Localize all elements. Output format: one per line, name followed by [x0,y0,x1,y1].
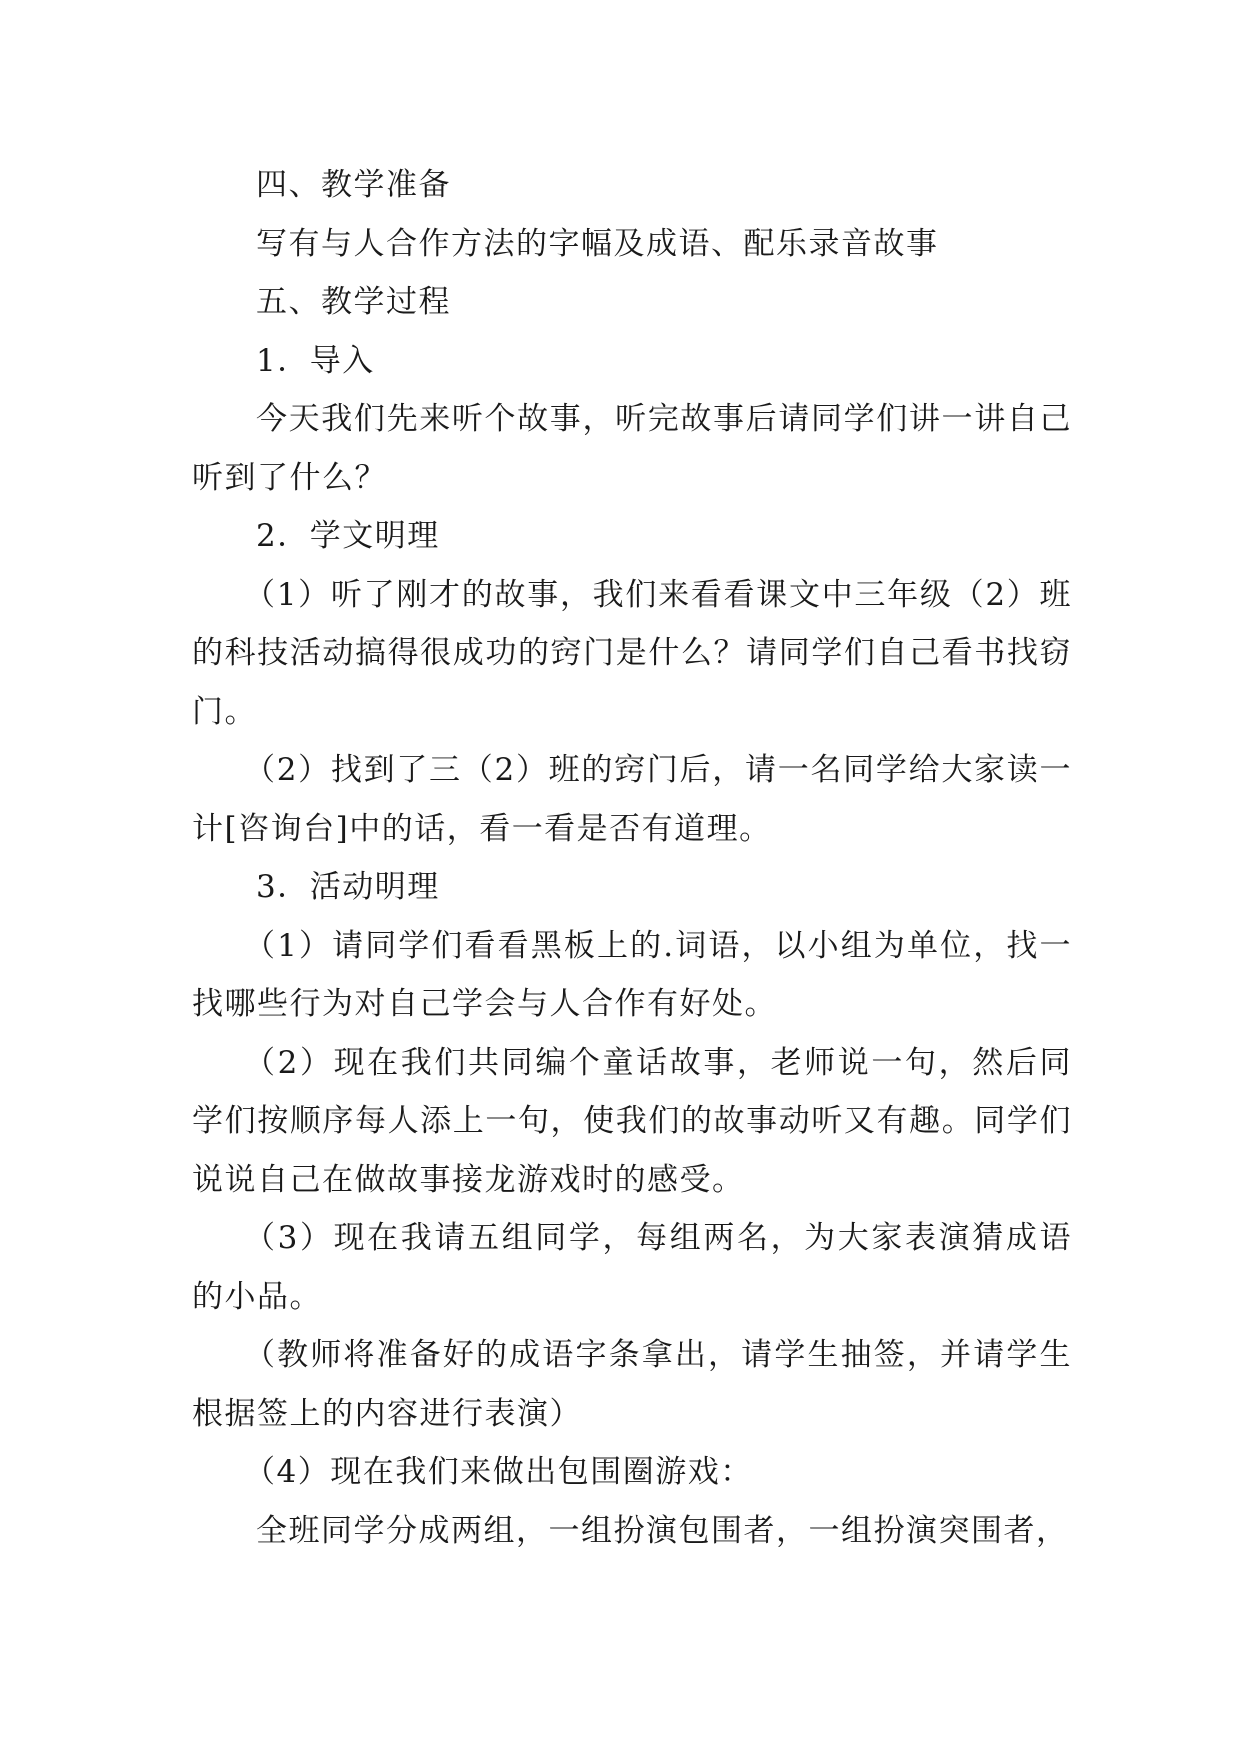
paragraph: 写有与人合作方法的字幅及成语、配乐录音故事 [256,225,939,262]
section-heading-preparation: 四、教学准备 [256,167,451,203]
paragraph: （4）现在我们来做出包围圈游戏： [244,1454,753,1490]
subheading-intro: 1．导入 [256,342,375,379]
paragraph: （1）请同学们看看黑板上的.词语，以小组为单位，找一找哪些行为对自己学会与人合作有好处。 [192,927,1072,1022]
section-heading-process: 五、教学过程 [256,284,451,320]
paragraph: （教师将准备好的成语字条拿出，请学生抽签，并请学生根据签上的内容进行表演） [192,1337,1072,1432]
paragraph: （2）现在我们共同编个童话故事，老师说一句，然后同学们按顺序每人添上一句，使我们的故事动听又有趣。同学们说说自己在做故事接龙游戏时的感受。 [192,1044,1072,1198]
document-body [192,156,1072,1560]
paragraph: （1）听了刚才的故事，我们来看看课文中三年级（2）班的科技活动搞得很成功的窍门是什么？请同学们自己看书找窃门。 [192,576,1072,730]
subheading-activity: 3．活动明理 [256,869,440,905]
paragraph: （2）找到了三（2）班的窍门后，请一名同学给大家读一计[咨询台]中的话，看一看是否有道理。 [192,752,1072,847]
paragraph: （3）现在我请五组同学，每组两名，为大家表演猜成语的小品。 [192,1220,1072,1315]
subheading-learn: 2．学文明理 [256,518,440,554]
paragraph: 今天我们先来听个故事，听完故事后请同学们讲一讲自己听到了什么？ [192,401,1072,496]
paragraph: 全班同学分成两组，一组扮演包围者，一组扮演突围者， [256,1512,1069,1549]
